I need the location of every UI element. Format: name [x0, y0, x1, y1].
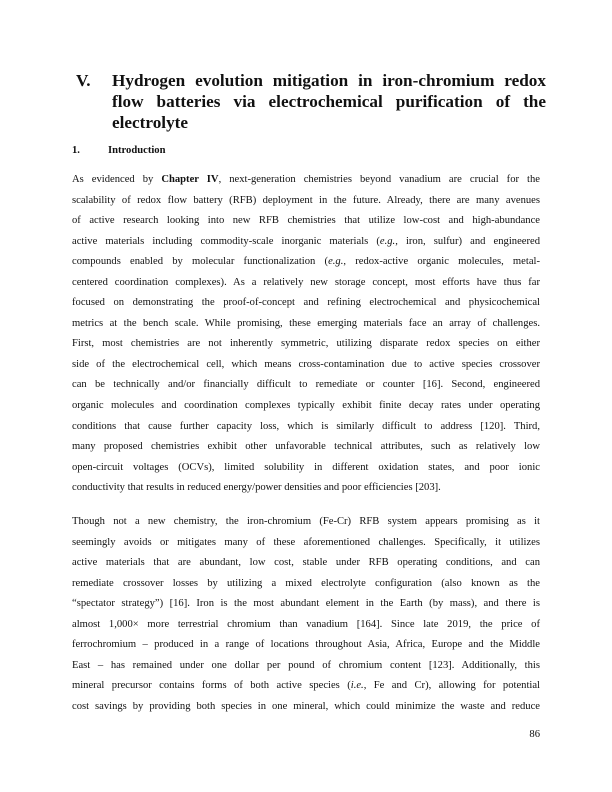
section-number: 1. [72, 145, 80, 156]
text-line: remediate crossover losses by utilizing a mixed electrolyte configuration (also known as the [72, 577, 540, 589]
paragraph-introduction-1 [72, 170, 540, 499]
text-line: many proposed chemistries exhibit other unfavorable technical attributes, such as relatively low [72, 441, 540, 453]
text-line: almost 1,000× more terrestrial chromium than vanadium [164]. Since late 2019, the price of [72, 618, 540, 630]
text-line: of active research looking into new RFB chemistries that utilize low-cost and high-abundance [72, 215, 540, 227]
text-line: open-circuit voltages (OCVs), limited solubility in different oxidation states, and poor ionic [72, 461, 540, 473]
bold-reference: Chapter IV [161, 174, 219, 185]
text-line: ferrochromium – produced in a range of locations throughout Asia, Africa, Europe and the Middle [72, 639, 540, 651]
text-line: conditions that cause further capacity loss, which is similarly difficult to address [120]. Third, [72, 420, 540, 432]
text-line: centered coordination complexes). As a relatively new storage concept, most efforts have thus far [72, 276, 540, 288]
text-line: metrics at the bench scale. While promising, these emerging materials face an array of challenges. [72, 317, 540, 329]
italic-term: e.g. [379, 235, 396, 247]
text-line: seemingly avoids or mitigates many of these aforementioned challenges. Specifically, it utilizes [72, 536, 540, 548]
section-title: Introduction [108, 145, 166, 156]
chapter-number: V. [76, 71, 91, 90]
text-line: focused on demonstrating the proof-of-concept and refining electrochemical and physicochemical [72, 297, 540, 309]
text-line: scalability of redox flow battery (RFB) deployment in the future. Already, there are many avenues [72, 194, 540, 206]
text-line: active materials that are abundant, low cost, stable under RFB operating conditions, and can [72, 557, 540, 569]
text-line: active materials including commodity-scale inorganic materials (e.g., iron, sulfur) and engineered [72, 235, 540, 247]
text-line: East – has remained under one dollar per pound of chromium content [123]. Additionally, this [72, 659, 540, 671]
chapter-title: Hydrogen evolution mitigation in iron-chromium redox flow batteries via electrochemical purification of the electrolyte [112, 71, 546, 132]
text-line: Though not a new chemistry, the iron-chromium (Fe-Cr) RFB system appears promising as it [72, 516, 540, 527]
chapter-heading [76, 70, 546, 133]
text-line: mineral precursor contains forms of both active species (i.e., Fe and Cr), allowing for potential [72, 680, 540, 692]
text-line: As evidenced by Chapter IV, next-generation chemistries beyond vanadium are crucial for the [72, 174, 540, 185]
text-line: First, most chemistries are not inherently symmetric, utilizing disparate redox species on either [72, 338, 540, 350]
paragraph-introduction-2 [72, 512, 540, 717]
page-number: 86 [529, 729, 540, 740]
text-line: conductivity that results in reduced energy/power densities and poor efficiencies [203]. [72, 482, 441, 494]
italic-term: i.e. [350, 680, 364, 692]
text-line: cost savings by providing both species in one mineral, which could minimize the waste and reduce [72, 700, 540, 712]
text-line: organic molecules and coordination complexes typically exhibit finite decay rates under operating [72, 400, 540, 412]
text-line: “spectator strategy”) [16]. Iron is the most abundant element in the Earth (by mass), and there is [72, 598, 540, 610]
text-line: compounds enabled by molecular functionalization (e.g., redox-active organic molecules, metal- [72, 256, 540, 268]
text-line: side of the electrochemical cell, which means cross-contamination due to active species crossover [72, 358, 540, 370]
italic-term: e.g. [328, 256, 344, 268]
text-line: can be technically and/or financially difficult to remediate or counter [16]. Second, engineered [72, 379, 540, 391]
section-heading [72, 144, 166, 158]
